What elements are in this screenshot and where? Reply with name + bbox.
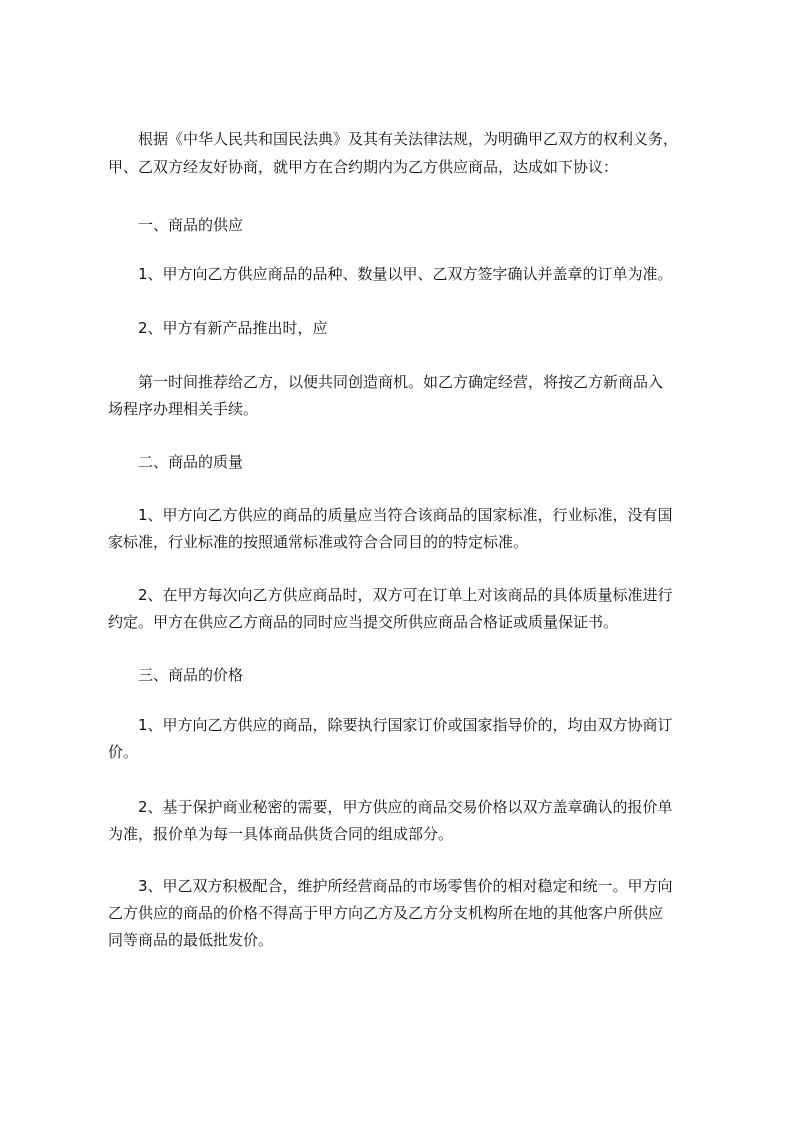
section-3-item-1-line-2: 价。: [108, 743, 139, 761]
section-2-item-1-line-2: 家标准，行业标准的按照通常标准或符合合同目的的特定标准。: [108, 533, 529, 551]
section-3-item-1-line-1: 1、甲方向乙方供应的商品，除要执行国家订价或国家指导价的，均由双方协商订: [138, 716, 673, 734]
section-1-item-2-cont-line-1: 第一时间推荐给乙方，以便共同创造商机。如乙方确定经营，将按乙方新商品入: [138, 373, 664, 391]
section-2-heading: 二、商品的质量: [138, 453, 244, 471]
section-3-heading: 三、商品的价格: [138, 666, 244, 684]
section-3-item-3-line-2: 乙方供应的商品的价格不得高于甲方向乙方及乙方分支机构所在地的其他客户所供应: [108, 904, 664, 922]
section-3-item-3-line-1: 3、甲乙双方积极配合，维护所经营商品的市场零售价的相对稳定和统一。甲方向: [138, 877, 673, 895]
intro-line-1: 根据《中华人民共和国民法典》及其有关法律法规，为明确甲乙双方的权利义务，: [138, 130, 679, 148]
section-1-heading: 一、商品的供应: [138, 216, 244, 234]
section-3-item-2-line-1: 2、基于保护商业秘密的需要，甲方供应的商品交易价格以双方盖章确认的报价单: [138, 798, 673, 816]
section-1-item-2-cont-line-2: 场程序办理相关手续。: [108, 400, 259, 418]
section-3-item-2-line-2: 为准，报价单为每一具体商品供货合同的组成部分。: [108, 825, 454, 843]
section-2-item-1-line-1: 1、甲方向乙方供应的商品的质量应当符合该商品的国家标准，行业标准，没有国: [138, 506, 673, 524]
section-1-item-2: 2、甲方有新产品推出时，应: [138, 319, 328, 337]
section-3-item-3-line-3: 同等商品的最低批发价。: [108, 931, 274, 949]
intro-line-2: 甲、乙双方经友好协商，就甲方在合约期内为乙方供应商品，达成如下协议：: [108, 158, 619, 176]
section-2-item-2-line-2: 约定。甲方在供应乙方商品的同时应当提交所供应商品合格证或质量保证书。: [108, 613, 619, 631]
section-1-item-1: 1、甲方向乙方供应商品的品种、数量以甲、乙双方签字确认并盖章的订单为准。: [138, 265, 673, 283]
section-2-item-2-line-1: 2、在甲方每次向乙方供应商品时，双方可在订单上对该商品的具体质量标准进行: [138, 586, 673, 604]
